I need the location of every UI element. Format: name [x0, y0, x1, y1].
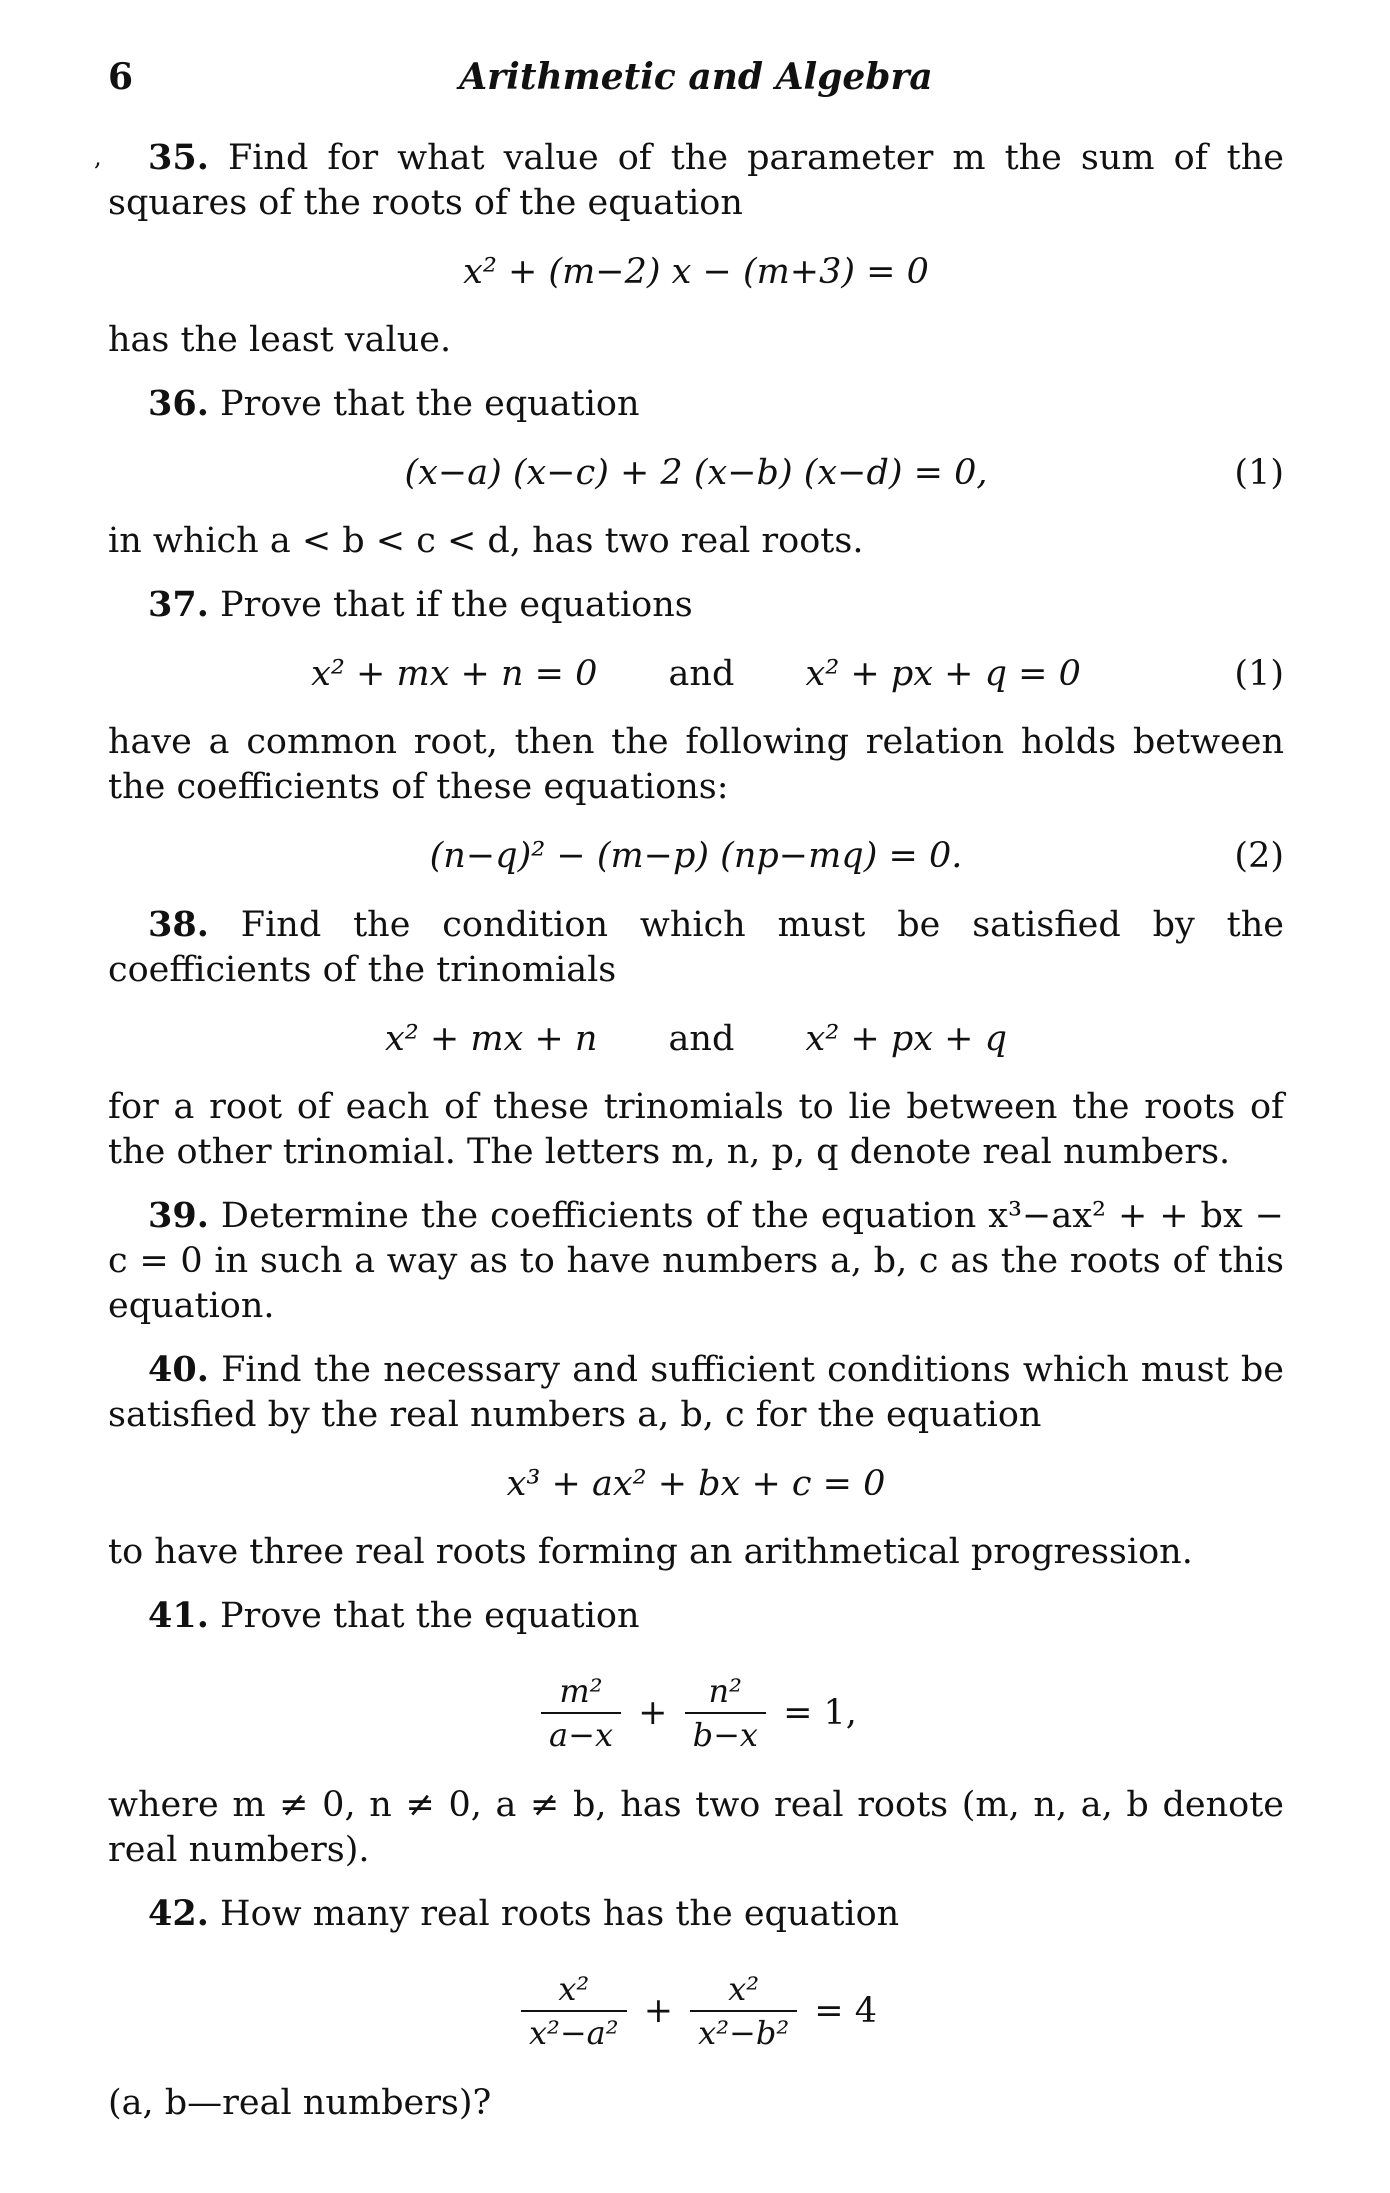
equation-right: x² + px + q	[805, 1019, 1007, 1059]
equation-label: (1)	[1234, 654, 1284, 694]
fraction-denominator: a−x	[549, 1715, 613, 1754]
fraction-equation	[108, 1661, 1284, 1761]
problem-36	[108, 381, 1284, 564]
problem-38	[108, 902, 1284, 1175]
problem-42	[108, 1891, 1284, 2126]
fraction-numerator: n²	[685, 1670, 766, 1714]
problem-statement: Find the necessary and sufficient conditions which must be satisfied by the real numbers a, b, c for the equation	[108, 1350, 1284, 1435]
fraction-denominator: x²−a²	[528, 2013, 619, 2052]
page-content	[94, 135, 1284, 2126]
plus-sign: +	[638, 1692, 668, 1733]
problem-text	[108, 1347, 1284, 1438]
equation-row	[108, 449, 1284, 497]
problem-statement: Determine the coefficients of the equation x³−ax² + + bx − c = 0 in such a way as to have numbers a, b, c as the roots of this equation.	[108, 1196, 1284, 1326]
problem-text-cont: have a common root, then the following relation holds between the coefficients of these equations:	[108, 722, 1284, 807]
equation-label: (2)	[1234, 836, 1284, 876]
equation-right: x² + px + q = 0	[805, 654, 1081, 694]
problem-text-cont: where m ≠ 0, n ≠ 0, a ≠ b, has two real roots (m, n, a, b denote real numbers).	[108, 1785, 1284, 1870]
problem-37	[108, 582, 1284, 880]
problem-text-cont: to have three real roots forming an arithmetical progression.	[108, 1532, 1193, 1572]
problem-text-cont: for a root of each of these trinomials to lie between the roots of the other trinomial. The letters m, n, p, q denote real numbers.	[108, 1087, 1284, 1172]
problem-text-cont: (a, b—real numbers)?	[108, 2083, 492, 2123]
problem-number: 39.	[148, 1195, 209, 1236]
problem-statement: Find the condition which must be satisfied by the coefficients of the trinomials	[108, 905, 1284, 990]
problem-39	[108, 1193, 1284, 1329]
running-title: Arithmetic and Algebra	[459, 56, 933, 98]
problem-text	[108, 902, 1284, 993]
equation-rhs: = 4	[814, 1990, 878, 2031]
page-number: 6	[108, 56, 134, 98]
problem-statement: Prove that the equation	[220, 1596, 640, 1636]
equation-left: x² + mx + n	[385, 1019, 598, 1059]
problem-40	[108, 1347, 1284, 1575]
problem-text	[108, 1891, 1284, 1937]
equation-left: x² + mx + n = 0	[311, 654, 598, 694]
problem-text	[108, 135, 1284, 226]
page-header	[108, 55, 1284, 107]
problem-statement: Prove that if the equations	[220, 585, 693, 625]
problem-text-cont: has the least value.	[108, 320, 452, 360]
problem-number: 42.	[148, 1893, 209, 1934]
fraction-denominator: x²−b²	[698, 2013, 790, 2052]
problem-number: 37.	[148, 584, 209, 625]
problem-statement: How many real roots has the equation	[220, 1894, 900, 1934]
problem-statement: Prove that the equation	[220, 384, 640, 424]
equation: x² + (m−2) x − (m+3) = 0	[463, 252, 929, 292]
problem-text	[108, 582, 1284, 628]
stray-mark: ,	[94, 143, 102, 171]
problem-text-cont: in which a < b < c < d, has two real roots.	[108, 521, 864, 561]
problem-text	[108, 1593, 1284, 1639]
fraction-numerator: x²	[521, 1968, 627, 2012]
fraction	[541, 1670, 621, 1756]
problem-number: 35.	[148, 137, 209, 178]
equation-conjunction: and	[668, 1019, 735, 1059]
equation-rhs: = 1,	[783, 1692, 857, 1733]
problem-35	[94, 135, 1284, 363]
equation: (n−q)² − (m−p) (np−mq) = 0.	[429, 836, 963, 876]
fraction	[685, 1670, 766, 1756]
equation-row	[108, 1015, 1284, 1063]
fraction-equation	[108, 1959, 1284, 2059]
problem-41	[108, 1593, 1284, 1873]
problem-text	[108, 381, 1284, 427]
fraction	[521, 1968, 627, 2054]
fraction-denominator: b−x	[692, 1715, 758, 1754]
fraction-numerator: m²	[541, 1670, 621, 1714]
equation-row	[108, 832, 1284, 880]
problem-number: 36.	[148, 383, 209, 424]
plus-sign: +	[643, 1990, 674, 2031]
problem-text	[108, 1193, 1284, 1329]
equation: (x−a) (x−c) + 2 (x−b) (x−d) = 0,	[404, 453, 988, 493]
equation: x³ + ax² + bx + c = 0	[506, 1464, 886, 1504]
fraction	[690, 1968, 797, 2054]
problem-number: 38.	[148, 904, 209, 945]
fraction-numerator: x²	[690, 1968, 797, 2012]
problem-statement: Find for what value of the parameter m the sum of the squares of the roots of the equation	[108, 138, 1284, 223]
equation-row	[108, 650, 1284, 698]
problem-number: 40.	[148, 1349, 209, 1390]
equation-conjunction: and	[668, 654, 735, 694]
problem-number: 41.	[148, 1595, 209, 1636]
equation-label: (1)	[1234, 453, 1284, 493]
